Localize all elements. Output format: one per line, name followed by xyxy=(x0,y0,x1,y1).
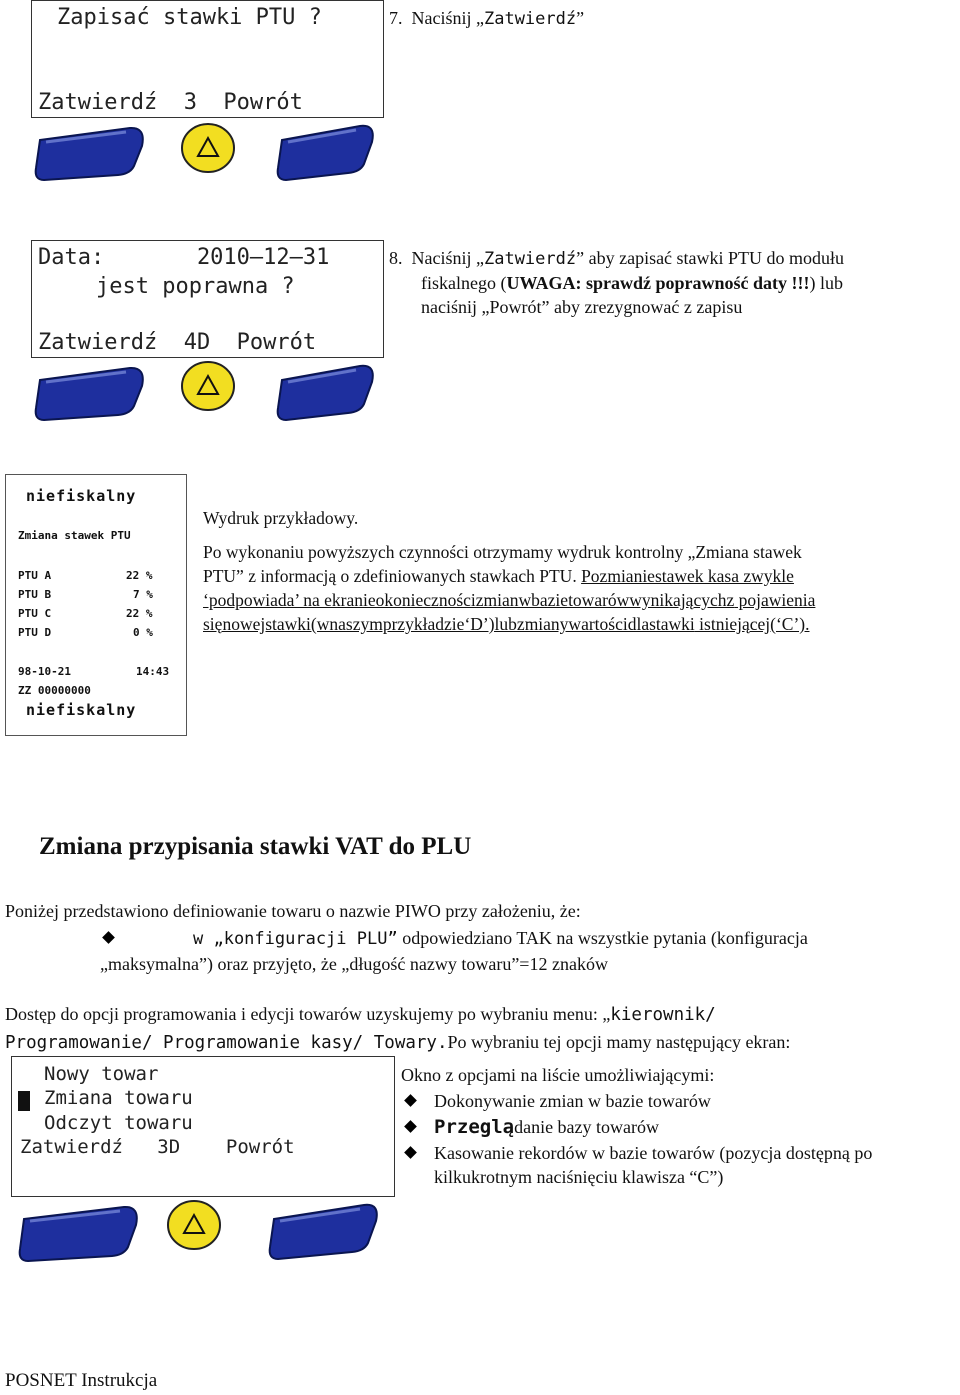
left-softkey[interactable] xyxy=(36,368,143,420)
step-8-instruction: 8. Naciśnij „Zatwierdź” aby zapisać stawki PTU do modułu fiskalnego (UWAGA: sprawdź poprawność daty !!!) lub naciśnij „Powrót” aby zrezygnować z zapisu xyxy=(389,248,845,317)
left-softkey[interactable] xyxy=(20,1207,137,1261)
option-delete: Kasowanie rekordów w bazie towarów (pozycja dostępną po kilkukrotnym naciśnięciu klawisza “C”) xyxy=(434,1143,873,1187)
lcd-display-menu xyxy=(11,1056,395,1197)
left-softkey[interactable] xyxy=(36,128,143,180)
receipt-row-value: 22 % xyxy=(126,607,153,620)
menu-item-read: Odczyt towaru xyxy=(44,1112,193,1134)
lcd-softkey-labels: Zatwierdź 3 Powrót xyxy=(38,90,303,115)
sample-receipt xyxy=(5,474,187,736)
diamond-bullet-icon xyxy=(404,1146,417,1159)
right-softkey[interactable] xyxy=(278,126,373,180)
section-heading: Zmiana przypisania stawki VAT do PLU xyxy=(39,833,472,860)
receipt-row-label: PTU B xyxy=(18,588,52,601)
receipt-footer: niefiskalny xyxy=(26,701,137,719)
receipt-time: 14:43 xyxy=(136,665,170,678)
receipt-header: niefiskalny xyxy=(26,487,137,505)
receipt-row-label: PTU A xyxy=(18,569,52,582)
options-title: Okno z opcjami na liście umożliwiającymi: xyxy=(401,1065,715,1085)
confirm-key[interactable] xyxy=(182,124,234,172)
bullet-item-continuation: „maksymalna”) oraz przyjęto, że „długość nazwy towaru”=12 znaków xyxy=(100,954,608,974)
keypad-menu xyxy=(14,1195,384,1270)
example-description: Wydruk przykładowy. Po wykonaniu powyższych czynności otrzymamy wydruk kontrolny „Zmiana stawek PTU” z informacją o zdefiniowanych stawkach PTU. Pozmianiestawek kasa zwykle ‘podpowiada’ na ekranieokoniecznościzmianwbazietowarówwynikającychz pojawienia sięnowejstawki(wnaszymprzykładzie‘D’)lubzmianywartościdlastawki istniejącej(‘C’). xyxy=(203,506,960,636)
step-7-instruction: 7. Naciśnij „Zatwierdź” xyxy=(389,8,585,29)
confirm-key[interactable] xyxy=(168,1201,220,1249)
confirm-key[interactable] xyxy=(182,362,234,410)
lcd-line-2: jest poprawna ? xyxy=(96,274,295,299)
lcd-softkey-labels: Zatwierdź 3D Powrót xyxy=(20,1136,295,1158)
keypad-step7 xyxy=(30,118,380,188)
receipt-title: Zmiana stawek PTU xyxy=(18,529,131,542)
right-softkey[interactable] xyxy=(270,1205,377,1259)
lcd-display-step7 xyxy=(31,0,384,118)
cursor-block-icon xyxy=(18,1091,30,1111)
right-softkey[interactable] xyxy=(278,366,373,420)
receipt-counter: ZZ 00000000 xyxy=(18,684,91,697)
diamond-bullet-icon xyxy=(404,1094,417,1107)
menu-item-change: Zmiana towaru xyxy=(44,1087,193,1109)
receipt-row-label: PTU C xyxy=(18,607,52,620)
receipt-row-value: 7 % xyxy=(133,588,153,601)
bullet-item: w „konfiguracji PLU” odpowiedziano TAK na wszystkie pytania (konfiguracja xyxy=(193,928,808,949)
lcd-softkey-labels: Zatwierdź 4D Powrót xyxy=(38,330,317,355)
lcd-display-step8 xyxy=(31,240,384,358)
section-intro: Poniżej przedstawiono definiowanie towaru o nazwie PIWO przy założeniu, że: xyxy=(5,901,581,921)
receipt-row-value: 0 % xyxy=(133,626,153,639)
receipt-row-label: PTU D xyxy=(18,626,52,639)
access-instruction: Dostęp do opcji programowania i edycji towarów uzyskujemy po wybraniu menu: „kierownik/ Programowanie/ Programowanie kasy/ Towary.Po wybraniu tej opcji mamy następujący ekran: xyxy=(5,1004,791,1053)
option-edit: Dokonywanie zmian w bazie towarów xyxy=(434,1091,711,1111)
example-title: Wydruk przykładowy. xyxy=(203,508,359,528)
receipt-date: 98-10-21 xyxy=(18,665,71,678)
page-footer: POSNET Instrukcja xyxy=(5,1370,158,1391)
keypad-step8 xyxy=(30,358,380,428)
lcd-line-1: Zapisać stawki PTU ? xyxy=(57,5,322,30)
option-browse: Przeglądanie bazy towarów xyxy=(434,1116,660,1138)
menu-item-new: Nowy towar xyxy=(44,1063,159,1085)
step-number: 8. xyxy=(389,248,403,268)
diamond-bullet-icon xyxy=(404,1120,417,1133)
diamond-bullet-icon xyxy=(102,931,115,944)
lcd-line-1: Data: 2010—12—31 xyxy=(38,245,330,270)
step-number: 7. xyxy=(389,8,403,28)
receipt-row-value: 22 % xyxy=(126,569,153,582)
